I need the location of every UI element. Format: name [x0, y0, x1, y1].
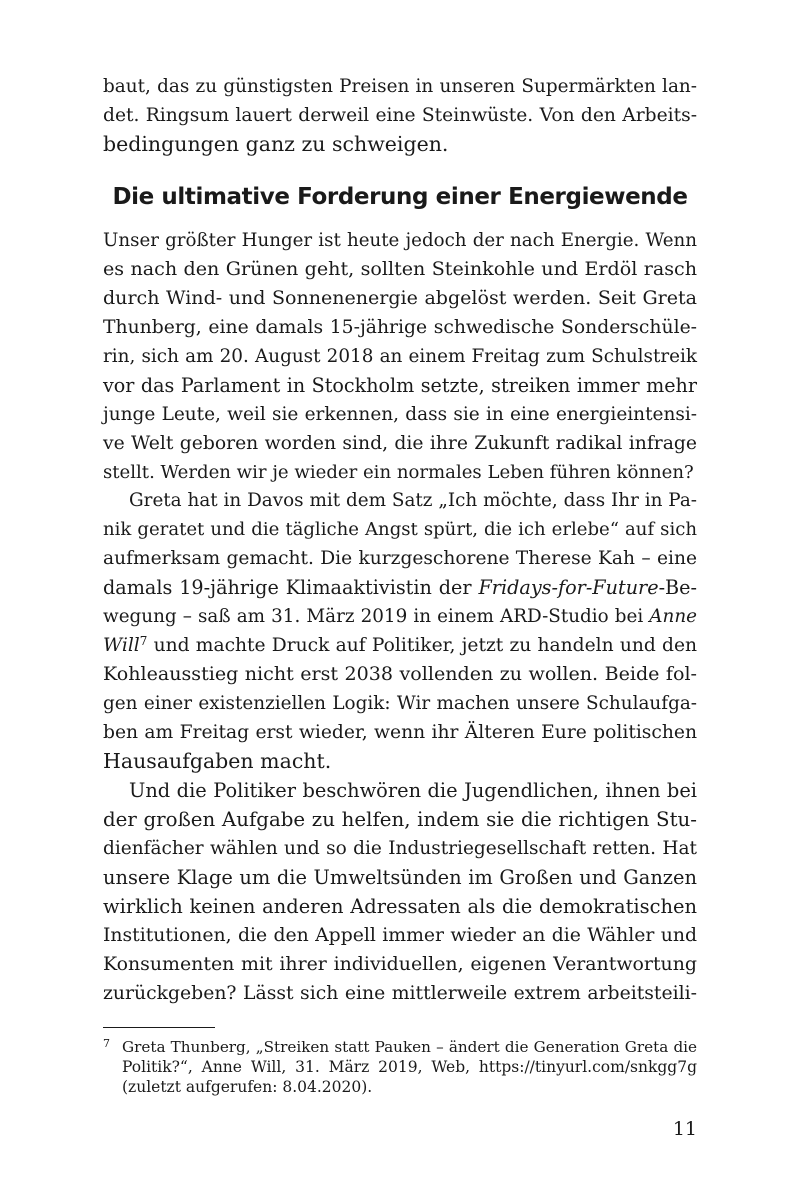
- footnote-text: [122, 1037, 697, 1097]
- text-line: Institutionen, die den Appell immer wieder an die Wähler und: [103, 925, 697, 946]
- text-line: durch Wind- und Sonnenenergie abgelöst werden. Seit Greta: [103, 287, 697, 309]
- italic-title: Anne: [649, 606, 697, 627]
- text-line: Und die Politiker beschwören die Jugendlichen, ihnen bei: [129, 779, 697, 802]
- footnote-number: 7: [103, 1037, 110, 1050]
- text-line: aufmerksam gemacht. Die kurzgeschorene Therese Kah – eine: [103, 548, 697, 569]
- section-heading: Die ultimative Forderung einer Energiewende: [112, 184, 688, 210]
- text-line: bedingungen ganz zu schweigen.: [103, 132, 449, 156]
- text-line: vor das Parlament in Stockholm setzte, streiken immer mehr: [103, 374, 697, 397]
- text-line: [103, 602, 697, 631]
- text-run: damals 19-jährige Klimaaktivistin der: [103, 576, 479, 599]
- footnote-line[interactable]: Politik?“, Anne Will, 31. März 2019, Web, https://tinyurl.com/snkgg7g: [122, 1058, 697, 1076]
- text-line: Konsumenten mit ihrer individuellen, eigenen Verantwortung: [103, 953, 697, 975]
- italic-title: Fridays-for-Future: [478, 576, 659, 599]
- text-line: stellt. Werden wir je wieder ein normales Leben führen können?: [103, 462, 694, 483]
- text-run: und machte Druck auf Politiker, jetzt zu handeln und den: [147, 635, 697, 656]
- text-line: unsere Klage um die Umweltsünden im Großen und Ganzen: [103, 866, 697, 889]
- text-line: es nach den Grünen geht, sollten Steinkohle und Erdöl rasch: [103, 258, 697, 280]
- top-paragraph: [103, 72, 697, 159]
- text-line: wirklich keinen anderen Adressaten als die demokratischen: [103, 895, 697, 918]
- text-line: Unser größter Hunger ist heute jedoch der nach Energie. Wenn: [103, 230, 697, 251]
- text-line: dienfächer wählen und so die Industriegesellschaft retten. Hat: [103, 838, 697, 859]
- footnote-line: (zuletzt aufgerufen: 8.04.2020).: [122, 1078, 373, 1096]
- text-line: gen einer existenziellen Logik: Wir machen unsere Schulaufga-: [103, 693, 697, 714]
- text-line: Kohleausstieg nicht erst 2038 vollenden zu wollen. Beide fol-: [103, 663, 697, 685]
- footnote-line: Greta Thunberg, „Streiken statt Pauken – ändert die Generation Greta die: [122, 1038, 697, 1056]
- text-line: Hausaufgaben macht.: [103, 749, 332, 773]
- text-line: rin, sich am 20. August 2018 an einem Freitag zum Schulstreik: [103, 346, 697, 367]
- text-line: zurückgeben? Lässt sich eine mittlerweile extrem arbeitsteili-: [103, 983, 697, 1004]
- text-line: der großen Aufgabe zu helfen, indem sie die richtigen Stu-: [103, 808, 697, 831]
- footnote-reference[interactable]: 7: [139, 634, 148, 648]
- footnote: [103, 1037, 697, 1097]
- paragraph-3: [103, 776, 697, 1008]
- text-line: baut, das zu günstigsten Preisen in unseren Supermärkten lan-: [103, 76, 697, 97]
- text-line: nik geratet und die tägliche Angst spürt, die ich erlebe“ auf sich: [103, 519, 697, 540]
- text-line: ve Welt geboren worden sind, die ihre Zukunft radikal infrage: [103, 433, 697, 454]
- text-line: junge Leute, weil sie erkennen, dass sie in eine energieintensi-: [103, 404, 697, 425]
- text-line: Greta hat in Davos mit dem Satz „Ich möchte, dass Ihr in Pa-: [129, 490, 697, 511]
- footnote-divider: [103, 1027, 215, 1028]
- italic-title: Will: [103, 635, 140, 656]
- text-run: wegung – saß am 31. März 2019 in einem ARD-Studio bei: [103, 606, 650, 627]
- text-line: ben am Freitag erst wieder, wenn ihr Älteren Eure politischen: [103, 722, 697, 743]
- text-line: Thunberg, eine damals 15-jährige schwedische Sonderschüle-: [103, 317, 697, 338]
- text-line: [103, 631, 697, 660]
- paragraph-2: [103, 486, 697, 776]
- text-run: -Be-: [658, 576, 697, 599]
- text-line: [103, 573, 697, 602]
- page-number: 11: [672, 1118, 697, 1140]
- paragraph-1: [103, 226, 697, 487]
- text-line: det. Ringsum lauert derweil eine Steinwüste. Von den Arbeits-: [103, 105, 697, 126]
